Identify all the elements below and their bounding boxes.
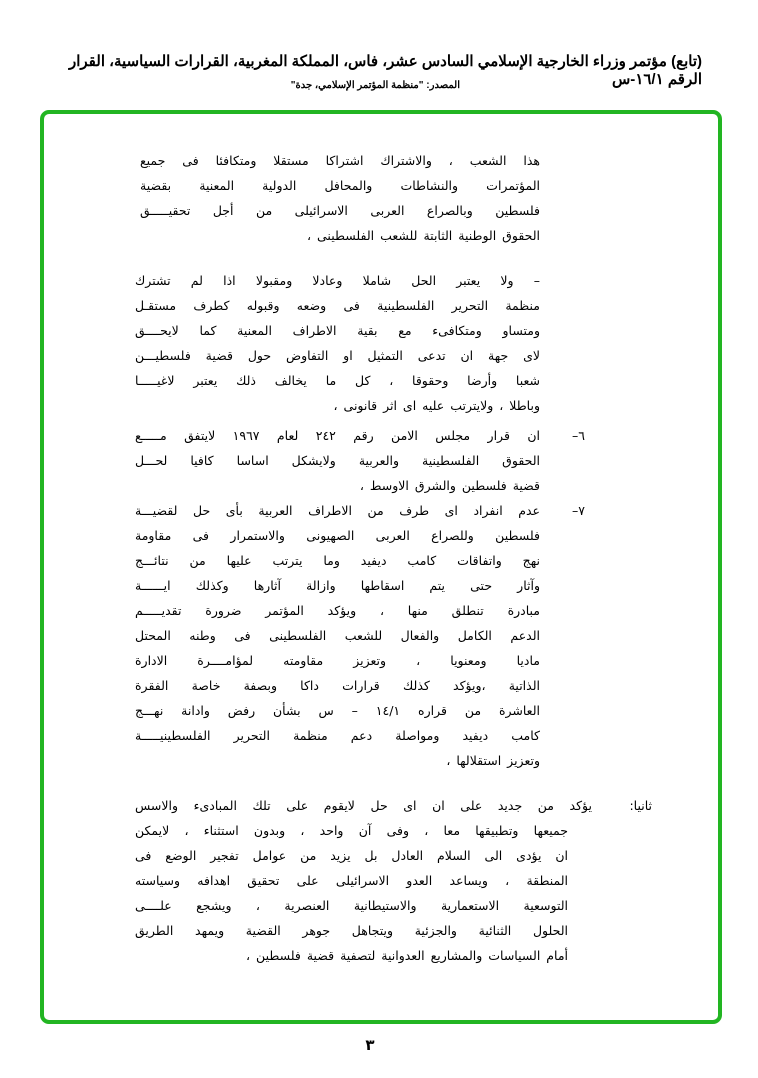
text-line: شعبا وأرضا وحقوقا ، كل ما يخالف ذلك يعتبر لاغيـــــا xyxy=(135,373,540,388)
text-line: الحقوق الفلسطينية والعربية ولايشكل اساسا كافيا لحـــل xyxy=(135,453,540,468)
text-line: المؤتمرات والنشاطات والمحافل الدولية المعنية بقضية xyxy=(140,178,540,193)
text-line: وآثار حتى يتم اسقاطها وازالة آثارها وكذلك ايــــــة xyxy=(135,578,540,593)
text-line: جميعها وتطبيقها معا ، وفى آن واحد ، وبدون استثناء ، لايمكن xyxy=(135,823,568,838)
document-title: (تابع) مؤتمر وزراء الخارجية الإسلامي السادس عشر، فاس، المملكة المغربية، القرارات السياسية، القرار الرقم ١٦/١-س xyxy=(68,53,702,88)
page-number: ٣ xyxy=(365,1036,375,1054)
text-line: ان قرار مجلس الامن رقم ٢٤٢ لعام ١٩٦٧ لايتفق مـــــع xyxy=(135,428,541,443)
text-line: وباطلا ، ولايترتب عليه اى اثر قانونى ، xyxy=(333,398,540,413)
text-line: وتعزيز استقلالها ، xyxy=(446,753,540,768)
text-line: منظمة التحرير الفلسطينية فى وضعه وقبوله كطرف مستقـل xyxy=(135,298,540,313)
text-line: – ولا يعتبر الحل شاملا وعادلا ومقبولا اذا لم تشترك xyxy=(135,273,540,288)
text-line: ماديا ومعنويا ، وتعزيز مقاومته لمؤامــــرة الادارة xyxy=(135,653,540,668)
text-line: ومتساو ومتكافىء مع بقية الاطراف المعنية كما لايحــــق xyxy=(135,323,540,338)
text-line: هذا الشعب ، والاشتراك اشتراكا مستقلا ومتكافئا فى جميع xyxy=(140,153,540,168)
text-line: يؤكد من جديد على ان اى حل لايقوم على تلك المبادىء والاسس xyxy=(135,798,592,813)
paragraph-marker: ٦– xyxy=(572,428,585,443)
text-line: التوسعية الاستعمارية والاستيطانية العنصرية ، ويشجع علــــى xyxy=(135,898,568,913)
document-source: المصدر: "منظمة المؤتمر الإسلامي، جدة" xyxy=(290,80,460,91)
text-line: العاشرة من قراره ١٤/١ – س بشأن رفض وادانة نهـــج xyxy=(135,703,540,718)
text-line: مبادرة تنطلق منها ، ويؤكد المؤتمر ضرورة تقديـــــم xyxy=(135,603,540,618)
text-line: عدم انفراد اى طرف من الاطراف العربية بأى حل لقضيـــة xyxy=(135,503,540,518)
paragraph-marker: ثانيا: xyxy=(629,798,652,813)
text-line: قضية فلسطين والشرق الاوسط ، xyxy=(359,478,540,493)
text-line: ان يؤدى الى السلام العادل بل يزيد من عوامل تفجير الوضع فى xyxy=(135,848,568,863)
text-line: فلسطين وبالصراع العربى الاسرائيلى من أجل تحقيـــــق xyxy=(140,203,540,218)
text-line: المنطقة ، ويساعد العدو الاسرائيلى على تحقيق اهدافه وسياسته xyxy=(135,873,568,888)
text-line: نهج واتفاقات كامب ديفيد وما يترتب عليها من نتائـــج xyxy=(135,553,540,568)
text-line: أمام السياسات والمشاريع العدوانية لتصفية قضية فلسطين ، xyxy=(246,948,568,963)
text-line: لاى جهة ان تدعى التمثيل او التفاوض حول قضية فلسطيـــن xyxy=(135,348,540,363)
paragraph-marker: ٧– xyxy=(572,503,585,518)
text-line: فلسطين وللصراع العربى الصهيونى والاستمرار فى مقاومة xyxy=(135,528,540,543)
text-line: كامب ديفيد ومواصلة دعم منظمة التحرير الفلسطينيـــــة xyxy=(135,728,540,743)
text-line: الحقوق الوطنية الثابتة للشعب الفلسطينى ، xyxy=(307,228,540,243)
text-line: الذاتية ،ويؤكد كذلك قرارات داكا وبصفة خاصة الفقرة xyxy=(135,678,540,693)
text-line: الحلول الثنائية والجزئية ويتجاهل جوهر القضية ويمهد الطريق xyxy=(135,923,568,938)
text-line: الدعم الكامل والفعال للشعب الفلسطينى فى وطنه المحتل xyxy=(135,628,540,643)
